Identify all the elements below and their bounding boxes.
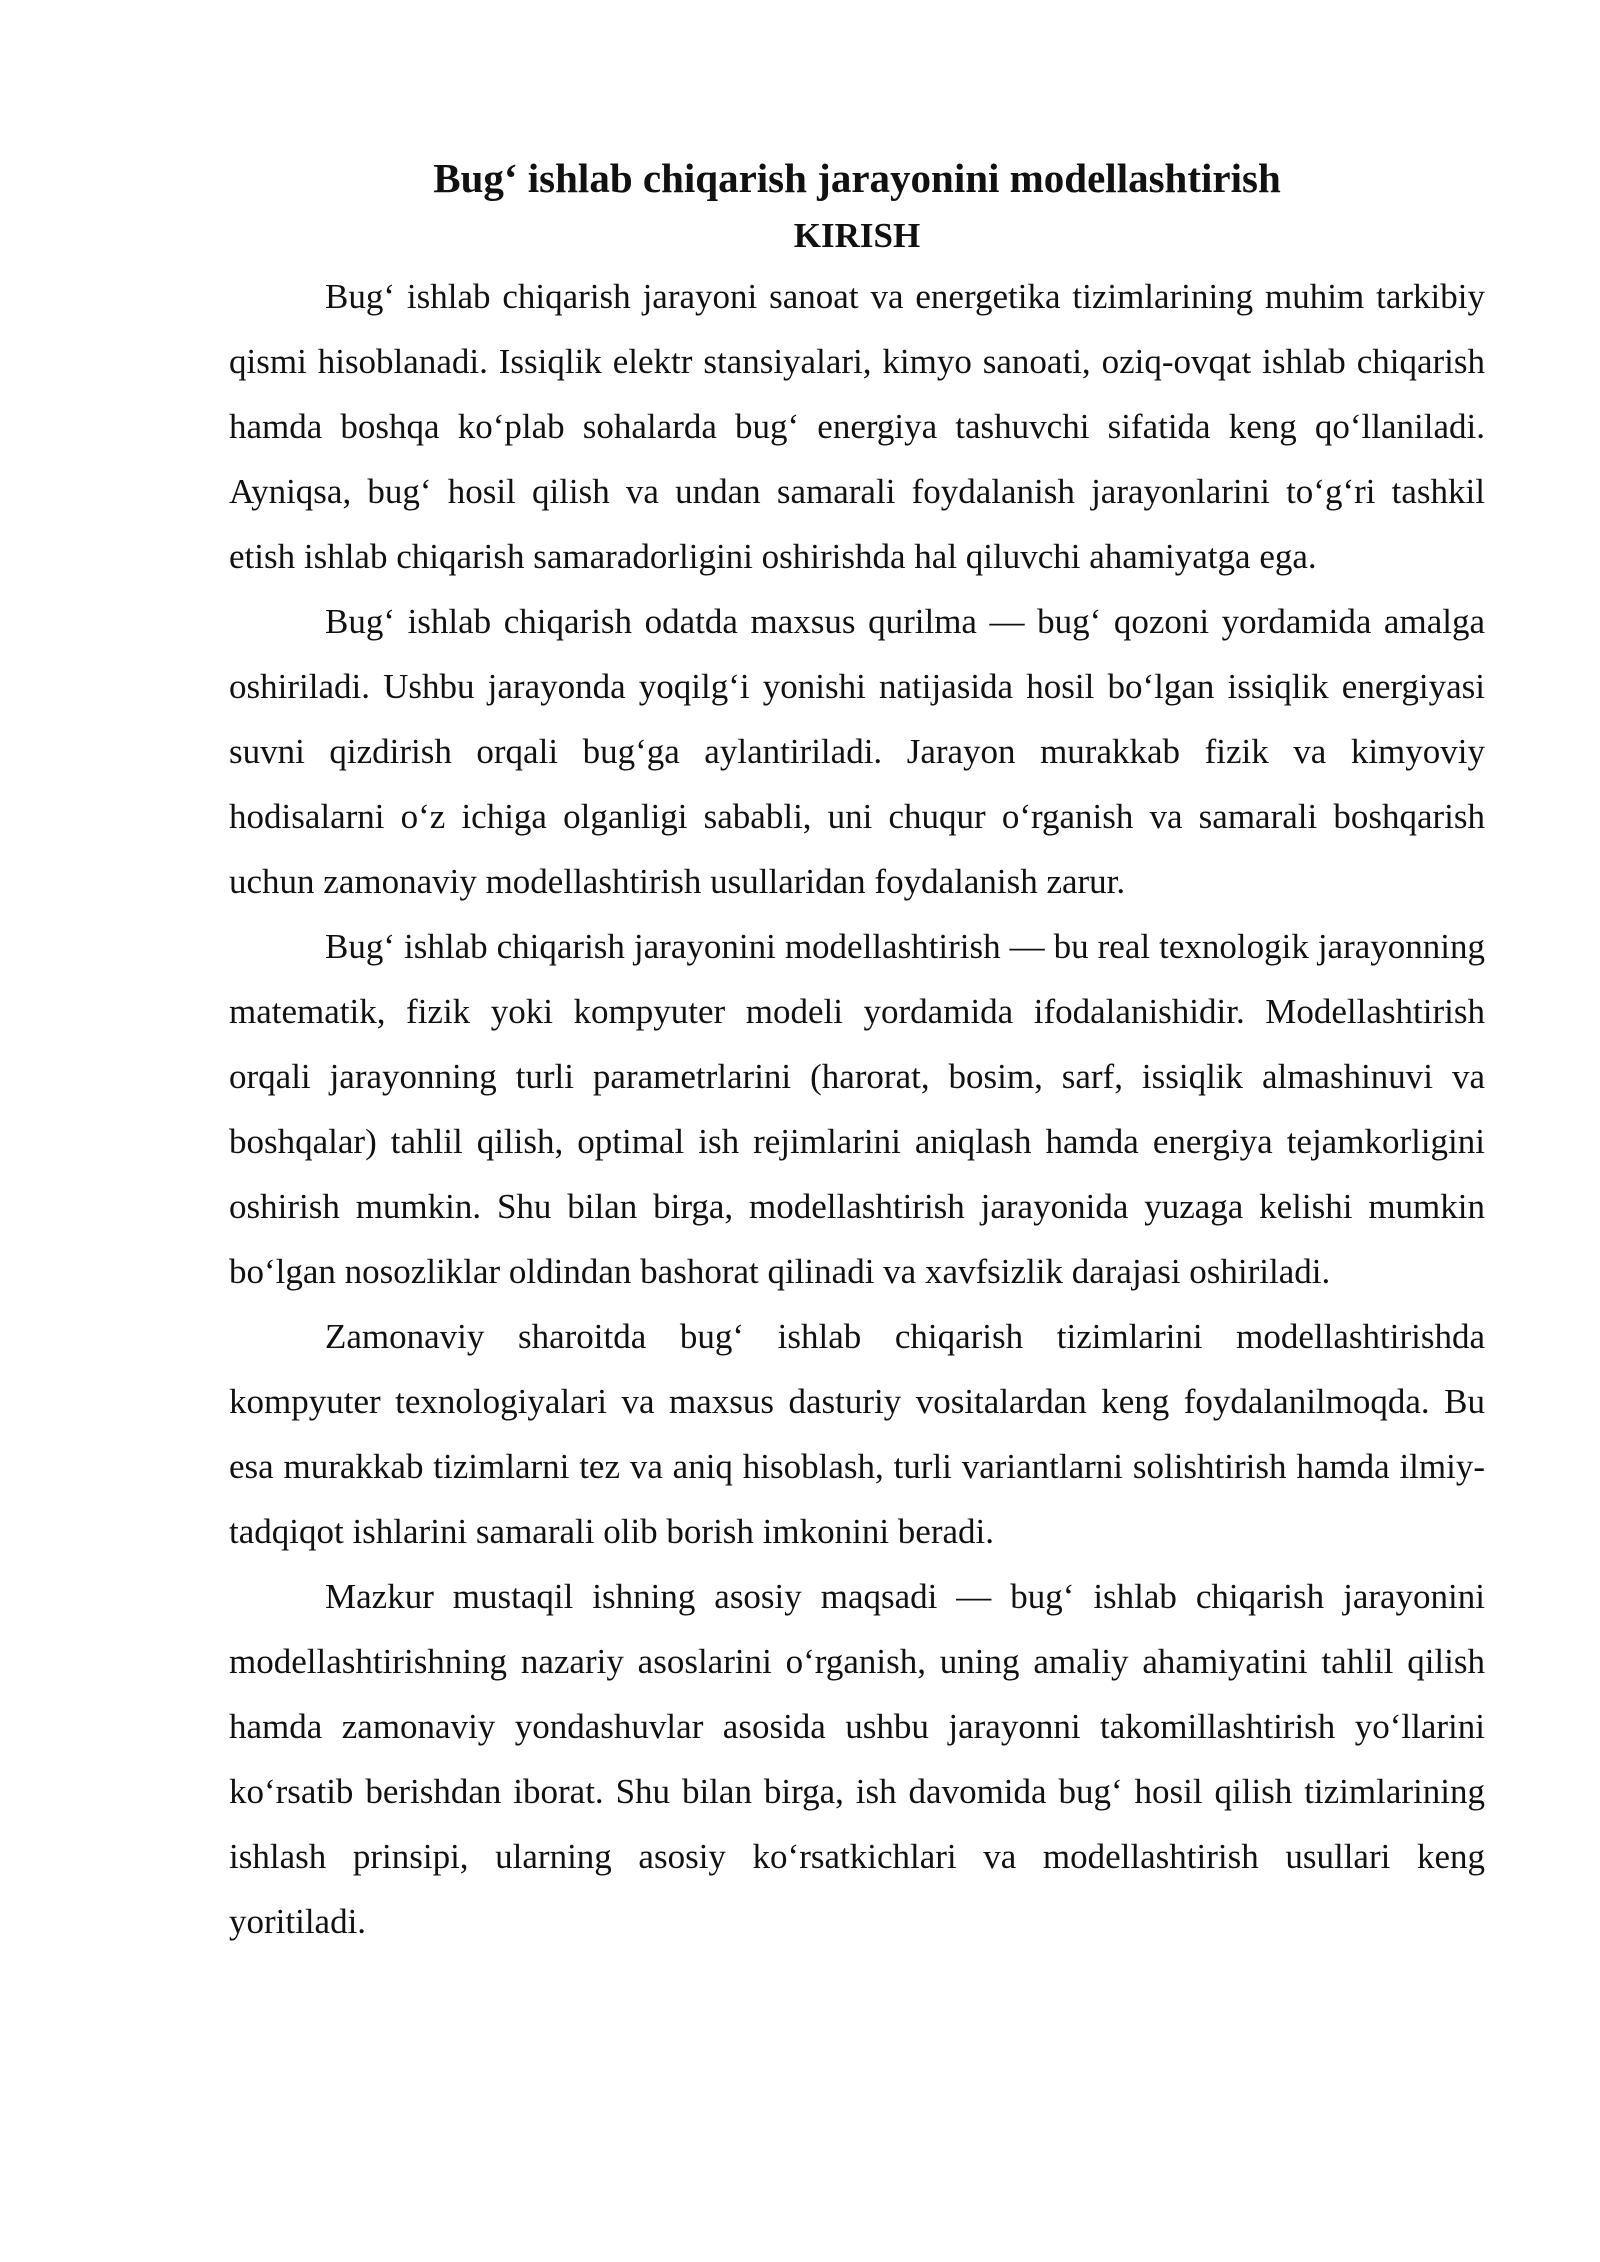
body-paragraph-4: Zamonaviy sharoitda bug‘ ishlab chiqarish tizimlarini modellashtirishda kompyuter texnologiyalari va maxsus dasturiy vositalardan keng foydalanilmoqda. Bu esa murakkab tizimlarni tez va aniq hisoblash, turli variantlarni solishtirish hamda ilmiy-tadqiqot ishlarini samarali olib borish imkonini beradi. (229, 1317, 1485, 1551)
body-paragraph-5: Mazkur mustaqil ishning asosiy maqsadi — bug‘ ishlab chiqarish jarayonini modellashtirishning nazariy asoslarini o‘rganish, uning amaliy ahamiyatini tahlil qilish hamda zamonaviy yondashuvlar asosida ushbu jarayonni takomillashtirish yo‘llarini ko‘rsatib berishdan iborat. Shu bilan birga, ish davomida bug‘ hosil qilish tizimlarining ishlash prinsipi, ularning asosiy ko‘rsatkichlari va modellashtirish usullari keng yoritiladi. (229, 1577, 1485, 1941)
body-paragraph-1: Bug‘ ishlab chiqarish jarayoni sanoat va energetika tizimlarining muhim tarkibiy qismi hisoblanadi. Issiqlik elektr stansiyalari, kimyo sanoati, oziq-ovqat ishlab chiqarish hamda boshqa ko‘plab sohalarda bug‘ energiya tashuvchi sifatida keng qo‘llaniladi. Ayniqsa, bug‘ hosil qilish va undan samarali foydalanish jarayonlarini to‘g‘ri tashkil etish ishlab chiqarish samaradorligini oshirishda hal qiluvchi ahamiyatga ega. (229, 277, 1485, 576)
document-page (229, 148, 1485, 1954)
body-paragraph-3: Bug‘ ishlab chiqarish jarayonini modellashtirish — bu real texnologik jarayonning matematik, fizik yoki kompyuter modeli yordamida ifodalanishidir. Modellashtirish orqali jarayonning turli parametrlarini (harorat, bosim, sarf, issiqlik almashinuvi va boshqalar) tahlil qilish, optimal ish rejimlarini aniqlash hamda energiya tejamkorligini oshirish mumkin. Shu bilan birga, modellashtirish jarayonida yuzaga kelishi mumkin bo‘lgan nosozliklar oldindan bashorat qilinadi va xavfsizlik darajasi oshiriladi. (229, 927, 1485, 1291)
document-title: Bug‘ ishlab chiqarish jarayonini modellashtirish (433, 155, 1281, 201)
body-paragraph-2: Bug‘ ishlab chiqarish odatda maxsus qurilma — bug‘ qozoni yordamida amalga oshiriladi. Ushbu jarayonda yoqilg‘i yonishi natijasida hosil bo‘lgan issiqlik energiyasi suvni qizdirish orqali bug‘ga aylantiriladi. Jarayon murakkab fizik va kimyoviy hodisalarni o‘z ichiga olganligi sababli, uni chuqur o‘rganish va samarali boshqarish uchun zamonaviy modellashtirish usullaridan foydalanish zarur. (229, 602, 1485, 901)
section-heading-kirish: KIRISH (793, 216, 921, 255)
